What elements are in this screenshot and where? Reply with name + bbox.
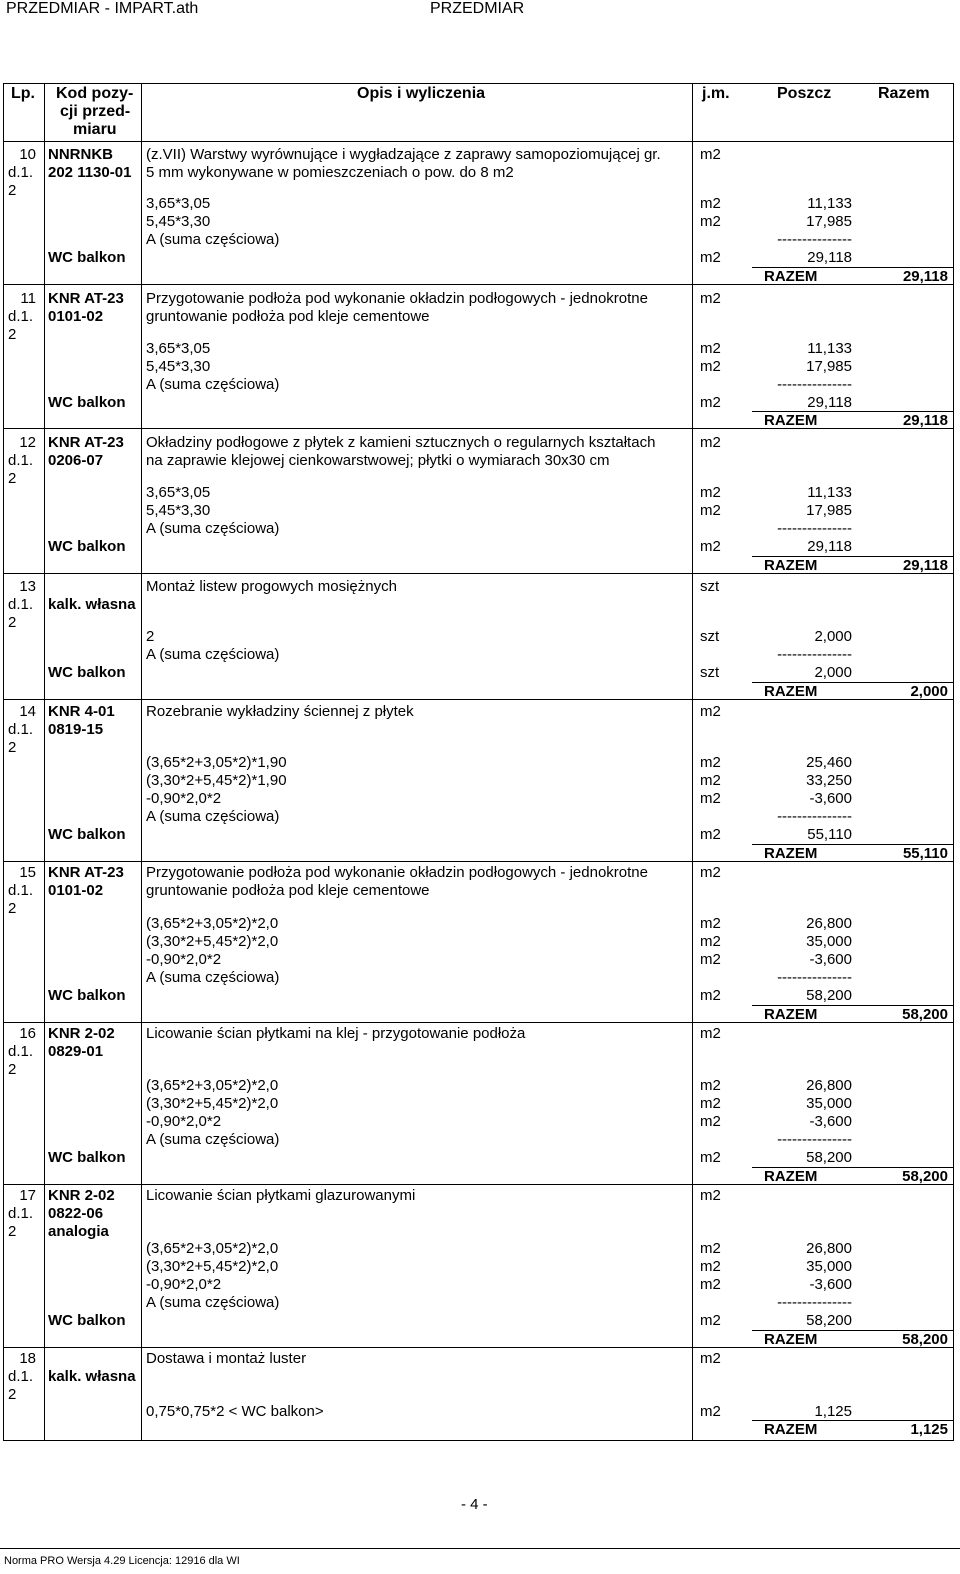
item-code-line: KNR 2-02 (48, 1025, 115, 1042)
calc-expression: 0,75*0,75*2 < WC balkon> (146, 1403, 324, 1420)
item-d2-label: 2 (8, 470, 17, 487)
item-description-line: Rozebranie wykładziny ściennej z płytek (146, 703, 414, 720)
calc-unit: m2 (700, 502, 721, 519)
item-d-label: d.1. (8, 596, 34, 613)
item-description-line: na zaprawie klejowej cienkowarstwowej; płytki o wymiarach 30x30 cm (146, 452, 610, 469)
item-number: 16 (19, 1025, 36, 1042)
razem-label: RAZEM (764, 1421, 818, 1438)
location-unit: m2 (700, 987, 721, 1004)
col-header-lp: Lp. (11, 85, 35, 102)
item-code-line: 202 1130-01 (48, 164, 132, 181)
location-label: WC balkon (48, 249, 126, 266)
calc-value: -3,600 (809, 790, 852, 807)
razem-value: 58,200 (902, 1168, 948, 1185)
razem-value: 1,125 (910, 1421, 948, 1438)
calc-value: 17,985 (806, 502, 852, 519)
location-sum: 29,118 (807, 538, 852, 555)
calc-expression: -0,90*2,0*2 (146, 1276, 222, 1293)
item-d-label: d.1. (8, 164, 34, 181)
calc-unit: szt (700, 628, 720, 645)
item-code-line: 0101-02 (48, 308, 104, 325)
calc-unit: m2 (700, 1113, 721, 1130)
page-header-center: PRZEDMIAR (430, 0, 525, 17)
item-separator (3, 573, 953, 574)
calc-unit: m2 (700, 951, 721, 968)
item-d2-label: 2 (8, 326, 17, 343)
razem-label: RAZEM (764, 268, 818, 285)
calc-value: -3,600 (809, 1276, 852, 1293)
location-sum: 55,110 (807, 826, 852, 843)
calc-expression: -0,90*2,0*2 (146, 951, 222, 968)
razem-value: 58,200 (902, 1331, 948, 1348)
location-label: WC balkon (48, 394, 126, 411)
location-unit: m2 (700, 394, 721, 411)
calc-value: 33,250 (806, 772, 852, 789)
location-label: WC balkon (48, 664, 126, 681)
location-unit: m2 (700, 249, 721, 266)
partial-sum-label: A (suma częściowa) (146, 646, 280, 663)
calc-expression: -0,90*2,0*2 (146, 1113, 222, 1130)
item-separator (3, 284, 953, 285)
item-description-line: Przygotowanie podłoża pod wykonanie okładzin podłogowych - jednokrotne (146, 290, 648, 307)
item-code-line: kalk. własna (48, 596, 136, 613)
item-code-line: 0101-02 (48, 882, 104, 899)
calc-unit: m2 (700, 1095, 721, 1112)
item-d-label: d.1. (8, 1368, 34, 1385)
item-code-line: KNR 4-01 (48, 703, 115, 720)
location-unit: m2 (700, 538, 721, 555)
page-number: - 4 - (461, 1496, 488, 1513)
calc-expression: (3,65*2+3,05*2)*2,0 (146, 1240, 279, 1257)
location-sum: 58,200 (806, 1149, 852, 1166)
calc-value: 11,133 (807, 484, 852, 501)
col-header-kod-3: miaru (73, 121, 117, 138)
item-description-line: Montaż listew progowych mosiężnych (146, 578, 397, 595)
calc-value: 1,125 (814, 1403, 852, 1420)
partial-sum-dashes: --------------- (777, 231, 852, 248)
partial-sum-label: A (suma częściowa) (146, 231, 280, 248)
col-header-razem: Razem (878, 85, 930, 102)
item-number: 11 (20, 290, 36, 307)
location-sum: 29,118 (807, 249, 852, 266)
calc-value: 26,800 (806, 1240, 852, 1257)
item-description-line: gruntowanie podłoża pod kleje cementowe (146, 308, 430, 325)
col-header-kod-1: Kod pozy- (56, 85, 134, 102)
partial-sum-label: A (suma częściowa) (146, 808, 280, 825)
item-code-line: analogia (48, 1223, 109, 1240)
calc-expression: 3,65*3,05 (146, 484, 211, 501)
calc-expression: 3,65*3,05 (146, 195, 211, 212)
razem-value: 2,000 (910, 683, 948, 700)
location-label: WC balkon (48, 1312, 126, 1329)
calc-value: 2,000 (814, 628, 852, 645)
item-d-label: d.1. (8, 1205, 34, 1222)
calc-unit: m2 (700, 484, 721, 501)
razem-label: RAZEM (764, 1168, 818, 1185)
location-unit: szt (700, 664, 720, 681)
item-separator (3, 428, 953, 429)
item-unit: m2 (700, 703, 721, 720)
calc-unit: m2 (700, 772, 721, 789)
item-unit: m2 (700, 864, 721, 881)
location-sum: 2,000 (814, 664, 852, 681)
col-header-kod-2: cji przed- (60, 103, 131, 120)
partial-sum-dashes: --------------- (777, 969, 852, 986)
calc-value: 26,800 (806, 915, 852, 932)
calc-value: 11,133 (807, 340, 852, 357)
calc-expression: (3,65*2+3,05*2)*1,90 (146, 754, 287, 771)
item-separator (3, 1184, 953, 1185)
item-separator (3, 861, 953, 862)
calc-expression: (3,30*2+5,45*2)*1,90 (146, 772, 287, 789)
col-divider-kod (141, 83, 142, 1440)
partial-sum-dashes: --------------- (777, 808, 852, 825)
calc-value: 17,985 (806, 213, 852, 230)
item-number: 10 (19, 146, 36, 163)
item-unit: m2 (700, 1025, 721, 1042)
calc-value: 11,133 (807, 195, 852, 212)
header-separator (3, 141, 953, 142)
razem-label: RAZEM (764, 412, 818, 429)
col-divider-lp (44, 83, 45, 1440)
partial-sum-label: A (suma częściowa) (146, 376, 280, 393)
location-sum: 58,200 (806, 1312, 852, 1329)
item-description-line: Przygotowanie podłoża pod wykonanie okładzin podłogowych - jednokrotne (146, 864, 648, 881)
calc-unit: m2 (700, 213, 721, 230)
item-description-line: Okładziny podłogowe z płytek z kamieni sztucznych o regularnych kształtach (146, 434, 656, 451)
partial-sum-label: A (suma częściowa) (146, 969, 280, 986)
item-number: 15 (19, 864, 36, 881)
item-code-line: KNR AT-23 (48, 290, 124, 307)
item-d-label: d.1. (8, 882, 34, 899)
item-d2-label: 2 (8, 900, 17, 917)
calc-value: 35,000 (806, 1258, 852, 1275)
item-unit: m2 (700, 146, 721, 163)
calc-value: 25,460 (806, 754, 852, 771)
calc-expression: 3,65*3,05 (146, 340, 211, 357)
item-code-line: NNRNKB (48, 146, 113, 163)
calc-unit: m2 (700, 340, 721, 357)
partial-sum-dashes: --------------- (777, 520, 852, 537)
item-description-line: 5 mm wykonywane w pomieszczeniach o pow. do 8 m2 (146, 164, 514, 181)
item-number: 17 (19, 1187, 36, 1204)
location-unit: m2 (700, 826, 721, 843)
calc-value: -3,600 (809, 1113, 852, 1130)
item-number: 12 (19, 434, 36, 451)
partial-sum-dashes: --------------- (777, 646, 852, 663)
item-number: 18 (19, 1350, 36, 1367)
item-code-line: KNR 2-02 (48, 1187, 115, 1204)
calc-expression: (3,30*2+5,45*2)*2,0 (146, 933, 279, 950)
calc-value: -3,600 (809, 951, 852, 968)
item-separator (3, 1347, 953, 1348)
calc-expression: (3,65*2+3,05*2)*2,0 (146, 1077, 279, 1094)
razem-value: 29,118 (902, 412, 948, 429)
item-description-line: gruntowanie podłoża pod kleje cementowe (146, 882, 430, 899)
razem-value: 55,110 (902, 845, 948, 862)
location-label: WC balkon (48, 1149, 126, 1166)
item-code-line: 0829-01 (48, 1043, 104, 1060)
calc-expression: 5,45*3,30 (146, 502, 211, 519)
item-code-line: KNR AT-23 (48, 864, 124, 881)
item-d2-label: 2 (8, 1223, 17, 1240)
calc-unit: m2 (700, 358, 721, 375)
location-sum: 29,118 (807, 394, 852, 411)
calc-unit: m2 (700, 1077, 721, 1094)
razem-label: RAZEM (764, 1331, 818, 1348)
footer-text: Norma PRO Wersja 4.29 Licencja: 12916 dla WI (4, 1555, 240, 1567)
item-number: 14 (19, 703, 36, 720)
footer-divider (0, 1548, 960, 1549)
item-d2-label: 2 (8, 1386, 17, 1403)
partial-sum-label: A (suma częściowa) (146, 1294, 280, 1311)
calc-value: 35,000 (806, 1095, 852, 1112)
calc-unit: m2 (700, 790, 721, 807)
calc-value: 26,800 (806, 1077, 852, 1094)
item-code-line: 0819-15 (48, 721, 104, 738)
item-d2-label: 2 (8, 739, 17, 756)
item-description-line: Dostawa i montaż luster (146, 1350, 307, 1367)
partial-sum-dashes: --------------- (777, 376, 852, 393)
item-d-label: d.1. (8, 1043, 34, 1060)
partial-sum-dashes: --------------- (777, 1294, 852, 1311)
item-separator (3, 699, 953, 700)
razem-label: RAZEM (764, 557, 818, 574)
item-d2-label: 2 (8, 614, 17, 631)
calc-unit: m2 (700, 915, 721, 932)
razem-value: 58,200 (902, 1006, 948, 1023)
calc-value: 35,000 (806, 933, 852, 950)
item-code-line: 0822-06 (48, 1205, 104, 1222)
partial-sum-dashes: --------------- (777, 1131, 852, 1148)
calc-unit: m2 (700, 1276, 721, 1293)
item-code-line: 0206-07 (48, 452, 104, 469)
col-header-jm: j.m. (702, 85, 730, 102)
item-d-label: d.1. (8, 308, 34, 325)
item-code-line: KNR AT-23 (48, 434, 124, 451)
location-unit: m2 (700, 1312, 721, 1329)
calc-unit: m2 (700, 1258, 721, 1275)
location-sum: 58,200 (806, 987, 852, 1004)
col-divider-opis (692, 83, 693, 1440)
item-d2-label: 2 (8, 1061, 17, 1078)
calc-expression: 5,45*3,30 (146, 358, 211, 375)
col-header-opis: Opis i wyliczenia (357, 85, 486, 102)
item-description-line: Licowanie ścian płytkami na klej - przygotowanie podłoża (146, 1025, 526, 1042)
page-header-left: PRZEDMIAR - IMPART.ath (6, 0, 199, 17)
item-unit: szt (700, 578, 720, 595)
item-unit: m2 (700, 1350, 721, 1367)
item-description-line: (z.VII) Warstwy wyrównujące i wygładzające z zaprawy samopoziomującej gr. (146, 146, 661, 163)
razem-value: 29,118 (902, 557, 948, 574)
calc-value: 17,985 (806, 358, 852, 375)
item-d-label: d.1. (8, 721, 34, 738)
calc-unit: m2 (700, 195, 721, 212)
partial-sum-label: A (suma częściowa) (146, 520, 280, 537)
calc-expression: (3,30*2+5,45*2)*2,0 (146, 1258, 279, 1275)
col-header-poszcz: Poszcz (777, 85, 832, 102)
calc-expression: 2 (146, 628, 155, 645)
razem-label: RAZEM (764, 845, 818, 862)
calc-expression: 5,45*3,30 (146, 213, 211, 230)
location-label: WC balkon (48, 538, 126, 555)
razem-value: 29,118 (902, 268, 948, 285)
calc-unit: m2 (700, 1403, 721, 1420)
calc-unit: m2 (700, 754, 721, 771)
location-label: WC balkon (48, 826, 126, 843)
item-separator (3, 1022, 953, 1023)
calc-expression: -0,90*2,0*2 (146, 790, 222, 807)
calc-expression: (3,30*2+5,45*2)*2,0 (146, 1095, 279, 1112)
item-unit: m2 (700, 290, 721, 307)
item-code-line: kalk. własna (48, 1368, 136, 1385)
razem-label: RAZEM (764, 683, 818, 700)
location-label: WC balkon (48, 987, 126, 1004)
partial-sum-label: A (suma częściowa) (146, 1131, 280, 1148)
item-number: 13 (19, 578, 36, 595)
item-unit: m2 (700, 1187, 721, 1204)
item-d-label: d.1. (8, 452, 34, 469)
item-description-line: Licowanie ścian płytkami glazurowanymi (146, 1187, 416, 1204)
item-d2-label: 2 (8, 182, 17, 199)
razem-label: RAZEM (764, 1006, 818, 1023)
calc-expression: (3,65*2+3,05*2)*2,0 (146, 915, 279, 932)
calc-unit: m2 (700, 1240, 721, 1257)
item-unit: m2 (700, 434, 721, 451)
location-unit: m2 (700, 1149, 721, 1166)
calc-unit: m2 (700, 933, 721, 950)
